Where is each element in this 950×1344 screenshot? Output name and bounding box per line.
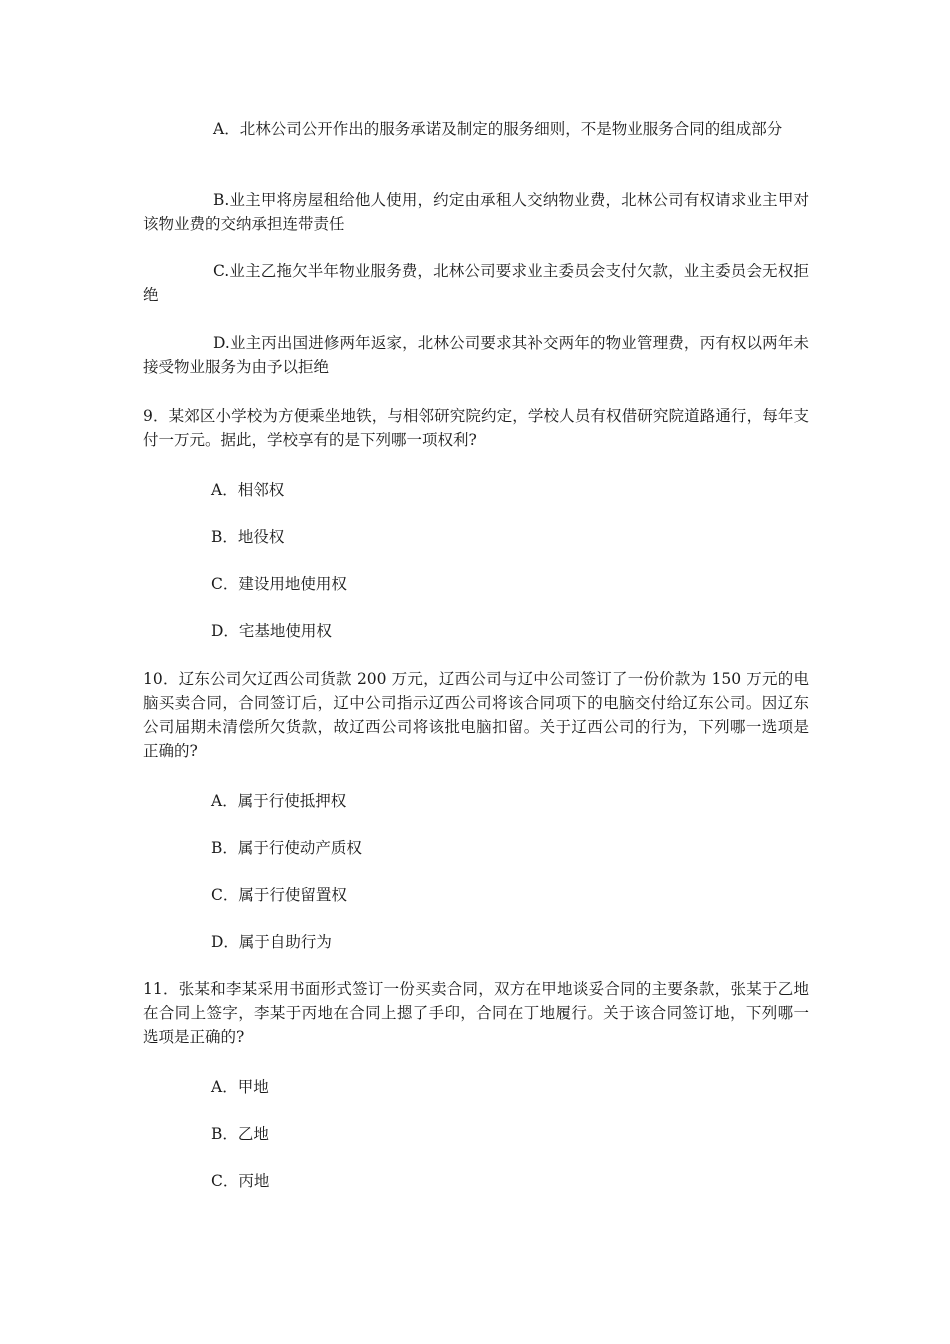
q9-option-a: A．相邻权 xyxy=(211,481,285,499)
q11-option-b: B．乙地 xyxy=(211,1125,269,1143)
q10-stem: 10．辽东公司欠辽西公司货款 200 万元，辽西公司与辽中公司签订了一份价款为 150 万元的电脑买卖合同，合同签订后，辽中公司指示辽西公司将该合同项下的电脑交付给辽东公司。因辽东公司届期未清偿所欠货款，故辽西公司将该批电脑扣留。关于辽西公司的行为，下列哪一选项是正确的? xyxy=(143,670,809,760)
q8-option-b: B.业主甲将房屋租给他人使用，约定由承租人交纳物业费，北林公司有权请求业主甲对该物业费的交纳承担连带责任 xyxy=(143,191,809,233)
q8-option-a: A．北林公司公开作出的服务承诺及制定的服务细则，不是物业服务合同的组成部分 xyxy=(213,120,783,138)
q9-option-d: D．宅基地使用权 xyxy=(211,622,332,640)
q10-option-b: B．属于行使动产质权 xyxy=(211,839,362,857)
q11-option-a: A．甲地 xyxy=(211,1078,269,1096)
q8-option-c: C.业主乙拖欠半年物业服务费，北林公司要求业主委员会支付欠款，业主委员会无权拒绝 xyxy=(143,262,809,304)
q9-option-c: C．建设用地使用权 xyxy=(211,575,347,593)
q11-option-c: C．丙地 xyxy=(211,1172,270,1190)
q10-option-a: A．属于行使抵押权 xyxy=(211,792,347,810)
q9-option-b: B．地役权 xyxy=(211,528,285,546)
q10-option-d: D．属于自助行为 xyxy=(211,933,332,951)
q8-option-d: D.业主丙出国进修两年返家，北林公司要求其补交两年的物业管理费，丙有权以两年未接受物业服务为由予以拒绝 xyxy=(143,334,809,376)
q10-option-c: C．属于行使留置权 xyxy=(211,886,347,904)
q11-stem: 11．张某和李某采用书面形式签订一份买卖合同，双方在甲地谈妥合同的主要条款，张某于乙地在合同上签字，李某于丙地在合同上摁了手印，合同在丁地履行。关于该合同签订地，下列哪一选项是正确的? xyxy=(143,980,809,1046)
q9-stem: 9．某郊区小学校为方便乘坐地铁，与相邻研究院约定，学校人员有权借研究院道路通行，每年支付一万元。据此，学校享有的是下列哪一项权利? xyxy=(143,407,809,449)
